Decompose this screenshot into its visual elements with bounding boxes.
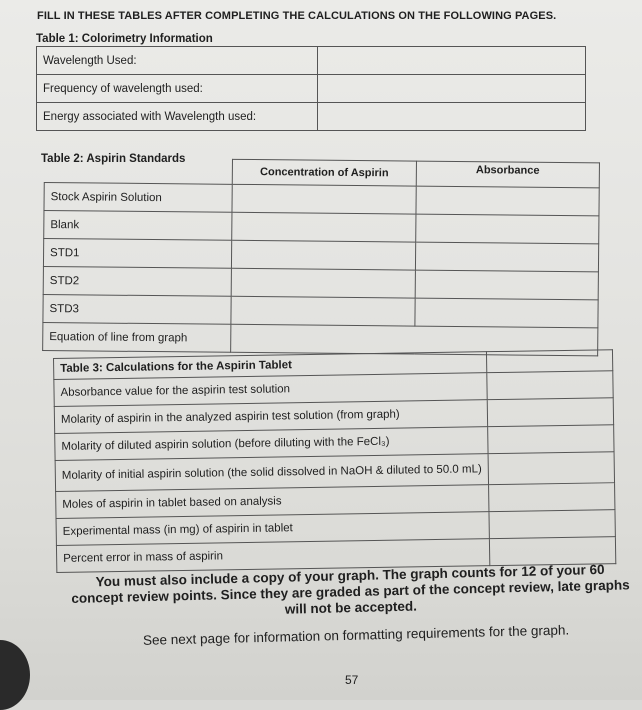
table2-row-label: Stock Aspirin Solution xyxy=(44,183,233,213)
table2-concentration-cell[interactable] xyxy=(232,184,416,214)
page-number: 57 xyxy=(345,673,359,687)
table3-value-cell[interactable] xyxy=(489,510,615,539)
table3-value-cell[interactable] xyxy=(489,483,615,512)
see-next-page-note: See next page for information on formatting requirements for the graph. xyxy=(142,622,570,648)
table3-row-label: Percent error in mass of aspirin xyxy=(56,539,489,573)
table2-row-label: STD3 xyxy=(43,294,232,324)
table2-concentration-cell[interactable] xyxy=(231,296,415,326)
table2-row-label: Blank xyxy=(44,211,233,241)
table1-colorimetry xyxy=(36,46,586,131)
table3-value-cell[interactable] xyxy=(487,398,613,427)
table2-row-label: STD1 xyxy=(43,239,232,269)
graph-requirement-note: You must also include a copy of your graph. The graph counts for 12 of your 60 concept review points. Since they are graded as part of the concept review, late graphs will not be accepted. xyxy=(71,561,630,617)
table3-row-label: Experimental mass (in mg) of aspirin in tablet xyxy=(56,512,489,546)
table3-title: Table 3: Calculations for the Aspirin Tablet xyxy=(54,352,487,380)
table1-value-cell[interactable] xyxy=(318,75,586,103)
table-row xyxy=(37,103,586,131)
table2-absorbance-cell-shaded xyxy=(416,186,600,216)
table1-row-label: Energy associated with Wavelength used: xyxy=(37,103,318,131)
table2-concentration-cell[interactable] xyxy=(232,240,416,270)
table3-value-cell[interactable] xyxy=(486,350,612,373)
table2-row-label: STD2 xyxy=(43,266,232,296)
table3-row-label: Molarity of aspirin in the analyzed aspirin test solution (from graph) xyxy=(54,400,487,434)
table2-title: Table 2: Aspirin Standards xyxy=(41,153,186,165)
table3-value-cell[interactable] xyxy=(488,425,614,454)
table1-value-cell[interactable] xyxy=(318,47,586,75)
table2-absorbance-cell[interactable] xyxy=(415,270,599,300)
table2-col-absorbance: Absorbance xyxy=(416,161,600,188)
page-header-instruction: FILL IN THESE TABLES AFTER COMPLETING THE CALCULATIONS ON THE FOLLOWING PAGES. xyxy=(37,10,557,22)
table1-value-cell[interactable] xyxy=(318,103,586,131)
table-row xyxy=(37,75,586,103)
table2-row-label: Equation of line from graph xyxy=(43,322,232,352)
table-row xyxy=(37,47,586,75)
table1-row-label: Wavelength Used: xyxy=(37,47,318,75)
table2-col-concentration: Concentration of Aspirin xyxy=(233,159,417,186)
table2-absorbance-cell[interactable] xyxy=(415,242,599,272)
table2-aspirin-standards xyxy=(42,157,600,356)
table3-aspirin-tablet-calculations xyxy=(53,349,616,573)
table3-row-label: Molarity of initial aspirin solution (the solid dissolved in NaOH & diluted to 50.0 mL) xyxy=(55,454,488,492)
table3-value-cell[interactable] xyxy=(487,371,613,400)
table1-row-label: Frequency of wavelength used: xyxy=(37,75,318,103)
table2-absorbance-cell[interactable] xyxy=(415,298,599,328)
table2-concentration-cell[interactable] xyxy=(232,212,416,242)
table1-title: Table 1: Colorimetry Information xyxy=(36,33,213,45)
table3-row-label: Moles of aspirin in tablet based on analysis xyxy=(56,485,489,519)
table2-concentration-cell[interactable] xyxy=(231,268,415,298)
table2-absorbance-cell[interactable] xyxy=(415,214,599,244)
table3-value-cell[interactable] xyxy=(488,452,614,485)
table3-row-label: Molarity of diluted aspirin solution (before diluting with the FeCl₃) xyxy=(55,427,488,461)
table3-row-label: Absorbance value for the aspirin test solution xyxy=(54,373,487,407)
